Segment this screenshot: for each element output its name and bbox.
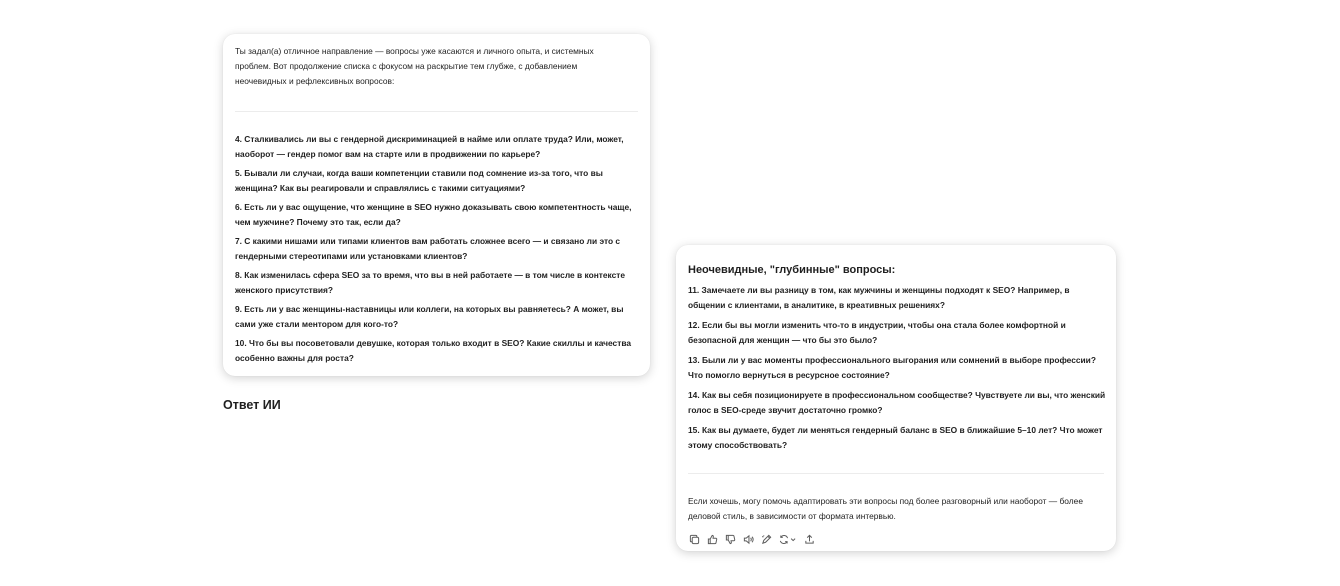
list-item: 13. Были ли у вас моменты профессионального выгорания или сомнений в выборе профессии? Что помогло вернуться в ресурсное состояние? <box>688 355 1096 380</box>
thumbs-up-icon[interactable] <box>706 533 719 546</box>
section-title: Неочевидные, "глубинные" вопросы: <box>688 264 896 276</box>
list-item: 14. Как вы себя позиционируете в профессиональном сообществе? Чувствуете ли вы, что женский голос в SEO-среде звучит достаточно громко? <box>688 390 1106 415</box>
list-item: 12. Если бы вы могли изменить что-то в индустрии, чтобы она стала более комфортной и безопасной для женщин — что бы это было? <box>688 320 1066 345</box>
list-item: 6. Есть ли у вас ощущение, что женщине в SEO нужно доказывать свою компетентность чаще, чем мужчине? Почему это так, если да? <box>235 202 632 227</box>
list-item: 9. Есть ли у вас женщины-наставницы или коллеги, на которых вы равняетесь? А может, вы сами уже стали ментором для кого-то? <box>235 304 624 329</box>
question-list <box>688 283 1104 453</box>
question-list <box>235 132 638 366</box>
speaker-icon[interactable] <box>742 533 755 546</box>
share-icon[interactable] <box>803 533 816 546</box>
ai-answer-label: Ответ ИИ <box>223 398 281 412</box>
outro-text: Если хочешь, могу помочь адаптировать эти вопросы под более разговорный или наоборот — более деловой стиль, в зависимости от формата интервью. <box>688 496 1083 521</box>
regenerate-icon[interactable] <box>778 533 798 546</box>
copy-icon[interactable] <box>688 533 701 546</box>
list-item: 7. С какими нишами или типами клиентов вам работать сложнее всего — и связано ли это с гендерными стереотипами или установками клиентов? <box>235 236 621 261</box>
list-item: 5. Бывали ли случаи, когда ваши компетенции ставили под сомнение из-за того, что вы женщина? Как вы реагировали и справлялись с такими ситуациями? <box>235 168 603 193</box>
list-item: 8. Как изменилась сфера SEO за то время, что вы в ней работаете — в том числе в контексте женского присутствия? <box>235 270 626 295</box>
divider <box>235 111 638 112</box>
list-item: 11. Замечаете ли вы разницу в том, как мужчины и женщины подходят к SEO? Например, в общении с клиентами, в аналитике, в креативных решениях? <box>688 285 1070 310</box>
edit-icon[interactable] <box>760 533 773 546</box>
ai-message-card-1 <box>223 34 650 376</box>
list-item: 15. Как вы думаете, будет ли меняться гендерный баланс в SEO в ближайшие 5–10 лет? Что может этому способствовать? <box>688 425 1103 450</box>
list-item: 4. Сталкивались ли вы с гендерной дискриминацией в найме или оплате труда? Или, может, наоборот — гендер помог вам на старте или в продвижении по карьере? <box>235 134 624 159</box>
message-actions <box>688 533 1104 546</box>
intro-text: Ты задал(а) отличное направление — вопросы уже касаются и личного опыта, и системных проблем. Вот продолжение списка с фокусом на раскрытие тем глубже, с добавлением неочевидных и рефлексивных вопросов: <box>235 46 594 86</box>
thumbs-down-icon[interactable] <box>724 533 737 546</box>
divider <box>688 473 1104 474</box>
list-item: 10. Что бы вы посоветовали девушке, которая только входит в SEO? Какие скиллы и качества особенно важны для роста? <box>235 338 632 363</box>
ai-message-card-2 <box>676 245 1116 551</box>
